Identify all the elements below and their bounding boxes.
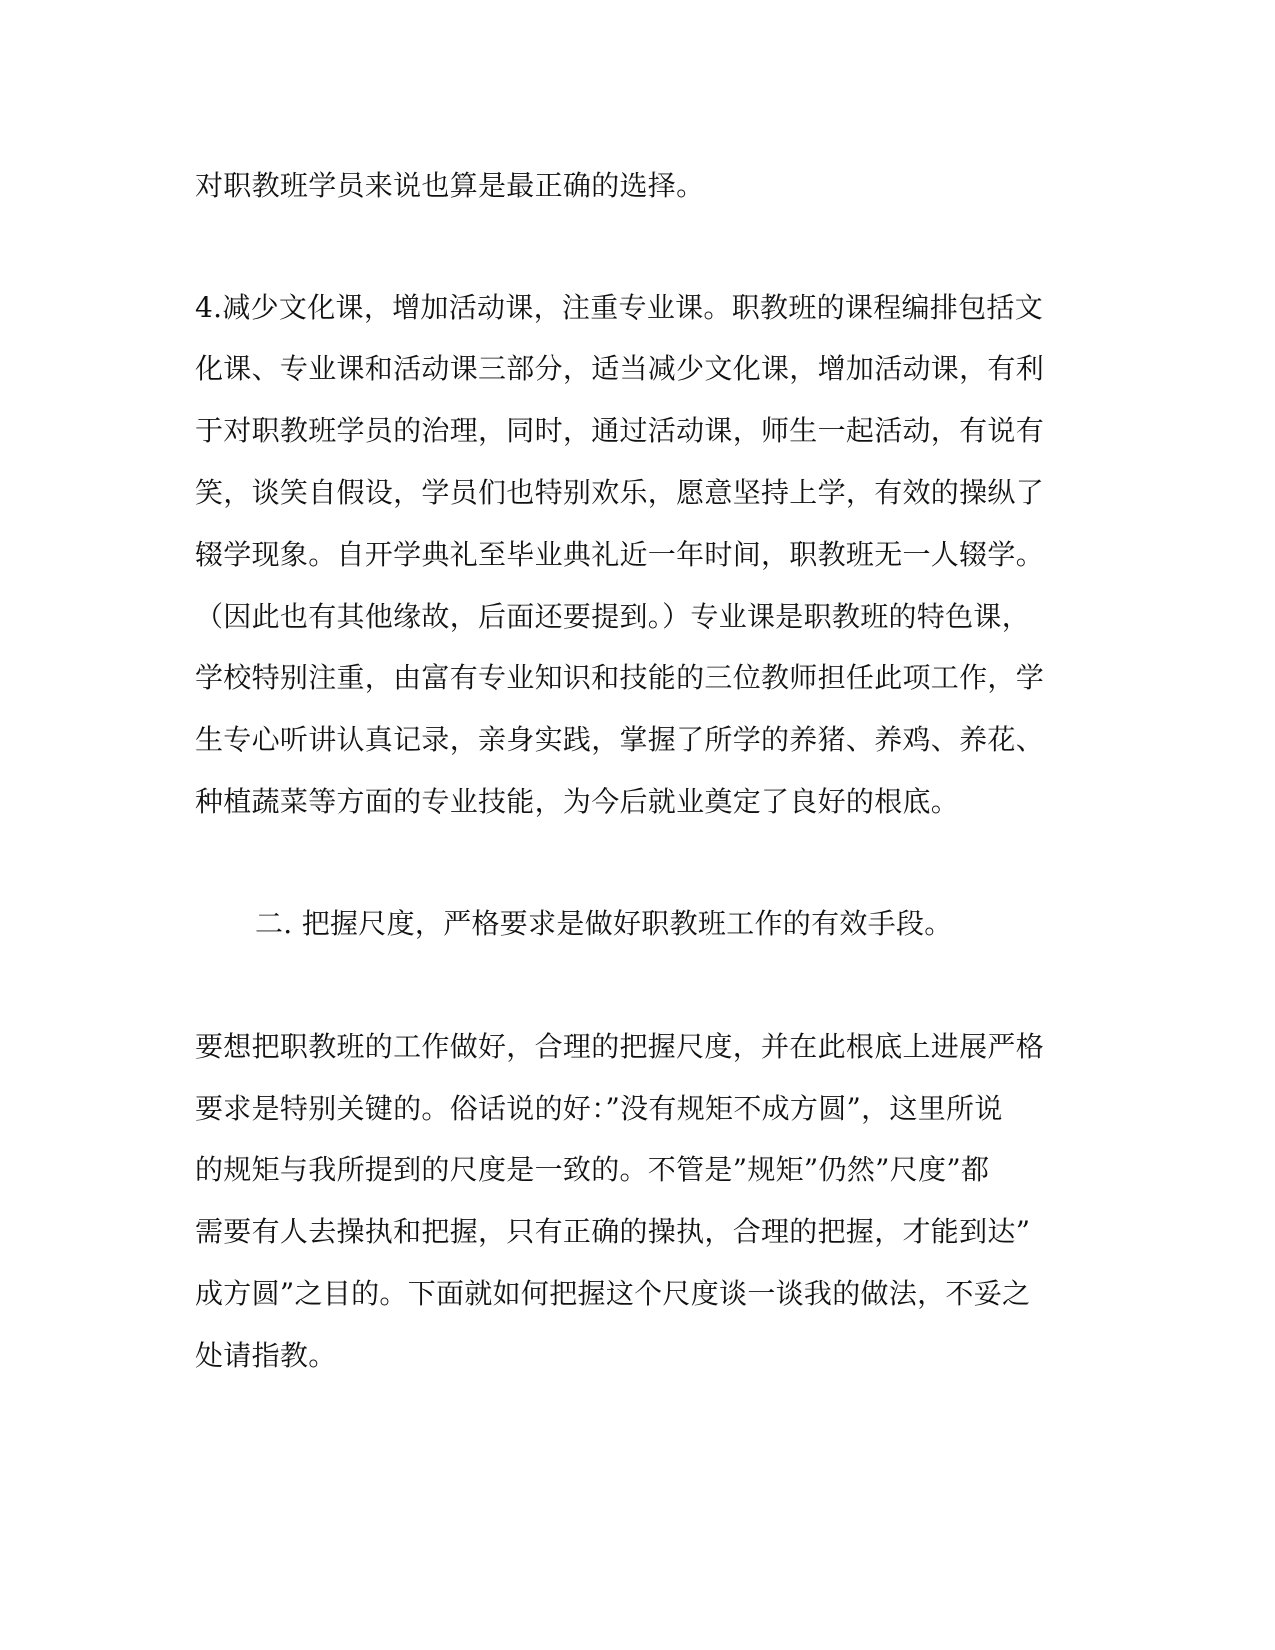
paragraph-line: （因此也有其他缘故，后面还要提到。）专业课是职教班的特色课， <box>195 600 1031 633</box>
paragraph-line: 成方圆”之目的。下面就如何把握这个尺度谈一谈我的做法，不妥之 <box>195 1277 1031 1310</box>
paragraph-line: 生专心听讲认真记录，亲身实践，掌握了所学的养猪、养鸡、养花、 <box>195 723 1045 756</box>
paragraph-line: 要求是特别关键的。俗话说的好：”没有规矩不成方圆”，这里所说 <box>195 1092 1003 1125</box>
paragraph-line: 辍学现象。自开学典礼至毕业典礼近一年时间，职教班无一人辍学。 <box>195 538 1045 571</box>
paragraph-line: 对职教班学员来说也算是最正确的选择。 <box>195 169 705 202</box>
paragraph-line: 处请指教。 <box>195 1339 337 1372</box>
section-heading: 二. 把握尺度，严格要求是做好职教班工作的有效手段。 <box>255 907 953 940</box>
paragraph-line: 学校特别注重，由富有专业知识和技能的三位教师担任此项工作，学 <box>195 661 1045 694</box>
paragraph-line: 笑，谈笑自假设，学员们也特别欢乐，愿意坚持上学，有效的操纵了 <box>195 476 1045 509</box>
paragraph-line: 的规矩与我所提到的尺度是一致的。不管是”规矩”仍然”尺度”都 <box>195 1153 990 1186</box>
paragraph-line: 要想把职教班的工作做好，合理的把握尺度，并在此根底上进展严格 <box>195 1030 1045 1063</box>
paragraph-line: 于对职教班学员的治理，同时，通过活动课，师生一起活动，有说有 <box>195 414 1045 447</box>
paragraph-line: 种植蔬菜等方面的专业技能，为今后就业奠定了良好的根底。 <box>195 785 960 818</box>
paragraph-line: 需要有人去操执和把握，只有正确的操执，合理的把握，才能到达” <box>195 1215 1031 1248</box>
paragraph-line: 化课、专业课和活动课三部分，适当减少文化课，增加活动课，有利 <box>195 352 1045 385</box>
paragraph-line: 4.减少文化课，增加活动课，注重专业课。职教班的课程编排包括文 <box>195 291 1044 324</box>
